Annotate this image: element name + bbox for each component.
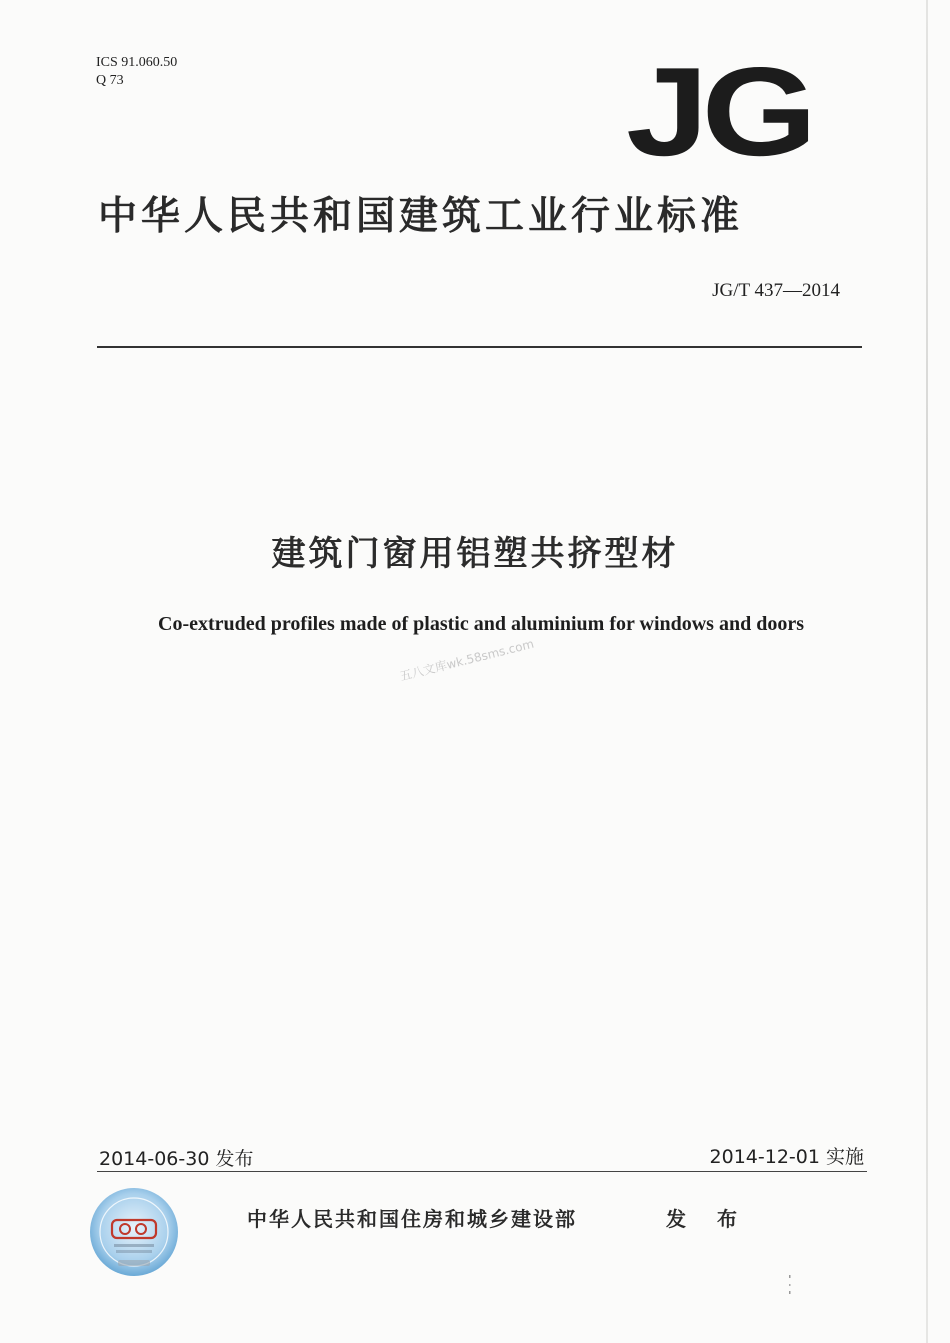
ics-code: ICS 91.060.50 xyxy=(96,55,178,70)
scan-speck-mark xyxy=(788,1275,792,1295)
jg-logo: JG xyxy=(626,41,811,182)
classification-codes xyxy=(96,54,177,90)
anti-counterfeit-seal-icon xyxy=(88,1186,180,1278)
implementation-date: 2014-12-01 实施 xyxy=(709,1146,864,1168)
standard-category: 中华人民共和国建筑工业行业标准 xyxy=(98,194,744,239)
header-divider xyxy=(97,346,862,348)
footer-divider xyxy=(97,1171,867,1172)
document-title-cn: 建筑门窗用铝塑共挤型材 xyxy=(271,534,679,574)
document-title-en: Co-extruded profiles made of plastic and aluminium for windows and doors xyxy=(158,613,804,635)
standard-code: JG/T 437—2014 xyxy=(712,280,840,301)
publisher-name: 中华人民共和国住房和城乡建设部 xyxy=(247,1207,577,1231)
watermark: 五八文库wk.58sms.com xyxy=(398,636,536,684)
ccs-code: Q 73 xyxy=(96,73,124,88)
issue-date: 2014-06-30 发布 xyxy=(99,1148,254,1170)
page-edge xyxy=(926,0,928,1343)
publish-label: 发 布 xyxy=(666,1207,749,1231)
